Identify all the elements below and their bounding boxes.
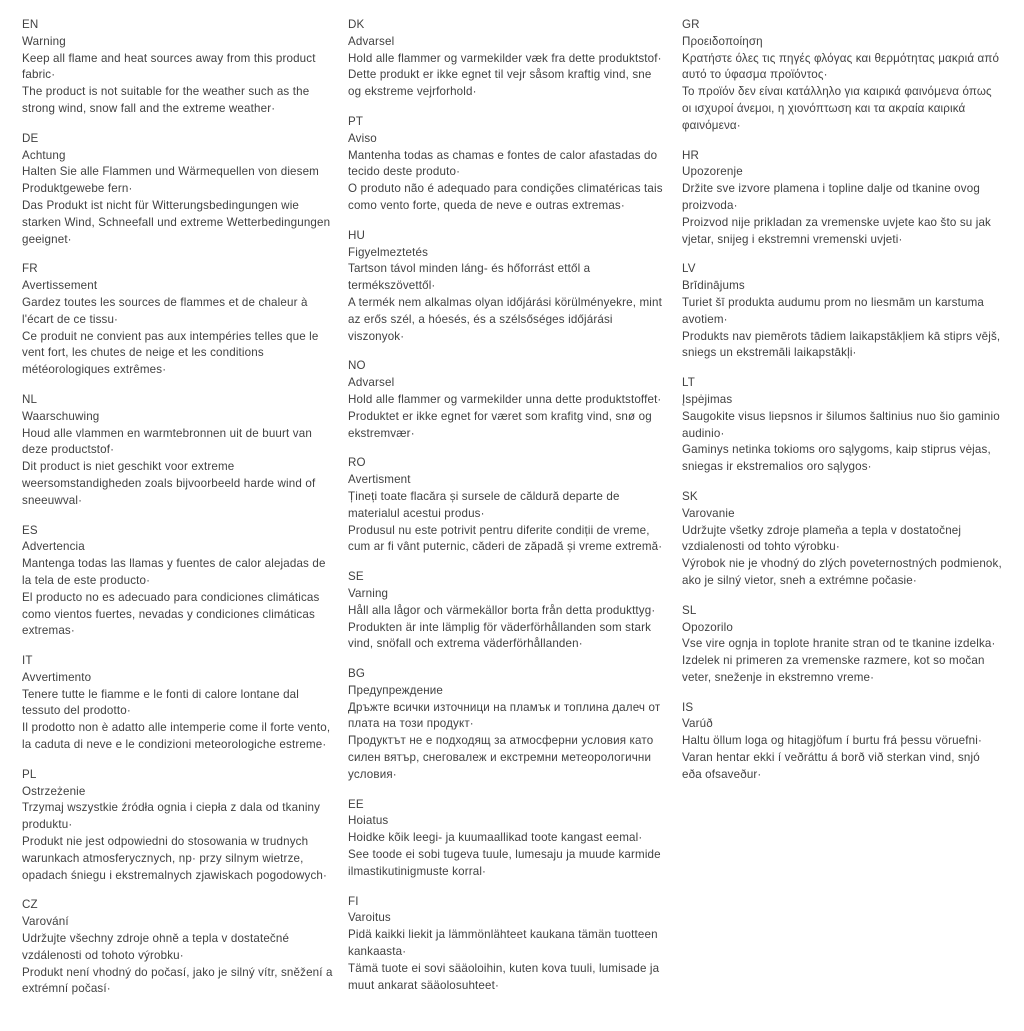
warning-text-1: Halten Sie alle Flammen und Wärmequellen von diesem Produktgewebe fern· — [22, 165, 319, 196]
warning-text-1: Saugokite visus liepsnos ir šilumos šaltinius nuo šio gaminio audinio· — [682, 409, 1000, 440]
warning-text-2: Το προϊόν δεν είναι κατάλληλο για καιρικά φαινόμενα όπως οι ισχυροί άνεμοι, η χιονόπτωση και τα ακραία καιρικά φαινόμενα· — [682, 85, 992, 132]
language-code: PT — [348, 114, 364, 128]
language-code: NO — [348, 359, 366, 373]
warning-text-2: Das Produkt ist nicht für Witterungsbedingungen wie starken Wind, Schneefall und extreme Wetterbedingungen geeignet· — [22, 198, 331, 246]
language-entry — [22, 261, 334, 379]
warning-text-1: Țineți toate flacăra și sursele de căldură departe de materialul acestui produs· — [348, 489, 620, 520]
language-code: GR — [682, 18, 700, 31]
language-entry — [682, 375, 1002, 476]
warning-title: Hoiatus — [348, 814, 389, 828]
warning-title: Varning — [348, 586, 389, 600]
warning-title: Varoitus — [348, 911, 391, 925]
language-code: EE — [348, 797, 364, 811]
warning-text-2: Produkts nav piemērots tādiem laikapstākļiem kā stiprs vējš, sniegs un ekstremāli laikapstākļi· — [682, 329, 1001, 360]
warning-text-1: Keep all flame and heat sources away from this product fabric· — [22, 51, 316, 82]
language-entry — [682, 489, 1002, 590]
warning-title: Avertissement — [22, 279, 98, 293]
language-code: FR — [22, 262, 38, 276]
warning-title: Varúð — [682, 717, 713, 731]
warning-text-2: Produkten är inte lämplig för väderförhållanden som stark vind, snöfall och extrema väderförhållanden· — [348, 620, 652, 651]
warning-text-1: Haltu öllum loga og hitagjöfum í burtu frá þessu vöruefni· — [682, 734, 982, 748]
warning-text-1: Udržujte všetky zdroje plameňa a tepla v dostatočnej vzdialenosti od tohto výrobku· — [682, 523, 962, 554]
warning-title: Предупреждение — [348, 683, 443, 697]
warning-text-1: Pidä kaikki liekit ja lämmönlähteet kaukana tämän tuotteen kankaasta· — [348, 928, 658, 959]
language-entry — [22, 17, 334, 118]
warning-text-2: A termék nem alkalmas olyan időjárási körülményekre, mint az erős szél, a hóesés, és a szélsőséges időjárási viszonyok· — [348, 295, 662, 343]
warning-text-2: Tämä tuote ei sovi sääoloihin, kuten kova tuuli, lumisade ja muut ankarat sääolosuhteet· — [348, 961, 660, 992]
language-entry — [22, 523, 334, 641]
language-entry — [348, 17, 668, 101]
warning-text-1: Turiet šī produkta audumu prom no liesmām un karstuma avotiem· — [682, 295, 984, 326]
warning-title: Ostrzeżenie — [22, 784, 86, 798]
warning-text-2: Varan hentar ekki í veðráttu á borð við sterkan vind, snjó eða ofsaveður· — [682, 751, 980, 781]
language-entry — [348, 228, 668, 346]
warning-text-1: Gardez toutes les sources de flammes et de chaleur à l'écart de ce tissu· — [22, 295, 308, 326]
language-code: LT — [682, 376, 695, 390]
warning-text-2: Izdelek ni primeren za vremenske razmere, kot so močan veter, sneženje in ekstremno vreme· — [682, 654, 985, 684]
column-right — [682, 17, 1002, 797]
warning-text-2: Produsul nu este potrivit pentru diferite condiții de vreme, cum ar fi vânt puternic, căderi de zăpadă și vreme extremă· — [348, 523, 663, 554]
language-code: BG — [348, 667, 366, 681]
column-middle — [348, 17, 668, 1007]
language-entry — [348, 114, 668, 215]
language-code: DE — [22, 131, 39, 145]
warning-text-1: Vse vire ognja in toplote hranite stran od te tkanine izdelka· — [682, 637, 996, 651]
language-code: SL — [682, 603, 697, 617]
warning-title: Advertencia — [22, 540, 85, 554]
language-code: ES — [22, 523, 38, 537]
warning-title: Upozorenje — [682, 165, 743, 179]
warning-text-2: Il prodotto non è adatto alle intemperie come il forte vento, la caduta di neve e le condizioni meteorologiche estreme· — [22, 721, 331, 752]
language-entry — [22, 897, 334, 998]
warning-title: Įspėjimas — [682, 392, 733, 406]
warning-text-1: Tenere tutte le fiamme e le fonti di calore lontane dal tessuto del prodotto· — [22, 687, 299, 718]
warning-text-2: Ce produit ne convient pas aux intempéries telles que le vent fort, les chutes de neige et les conditions météorologiques extrêmes· — [22, 329, 319, 377]
language-entry — [348, 666, 668, 784]
warning-text-1: Trzymaj wszystkie źródła ognia i ciepła z dala od tkaniny produktu· — [22, 801, 321, 832]
warning-title: Advarsel — [348, 34, 395, 48]
language-entry — [682, 603, 1002, 687]
language-entry — [348, 455, 668, 556]
language-code: DK — [348, 18, 365, 31]
warning-text-1: Držite sve izvore plamena i topline dalje od tkanine ovog proizvoda· — [682, 182, 980, 212]
column-left — [22, 17, 334, 1011]
warning-text-1: Hoidke kõik leegi- ja kuumaallikad toote kangast eemal· — [348, 831, 643, 845]
warning-text-2: Produktet er ikke egnet for været som krafitg vind, snø og ekstremvær· — [348, 409, 652, 440]
language-code: LV — [682, 262, 696, 276]
language-entry — [22, 767, 334, 885]
warning-text-2: Proizvod nije prikladan za vremenske uvjete kao što su jak vjetar, snijeg i ekstremni vremenski uvjeti· — [682, 215, 991, 246]
warning-text-1: Mantenha todas as chamas e fontes de calor afastadas do tecido deste produto· — [348, 148, 658, 179]
warning-title: Avvertimento — [22, 670, 92, 684]
language-entry — [348, 569, 668, 653]
language-code: CZ — [22, 898, 38, 912]
warning-text-2: Dit product is niet geschikt voor extreme weersomstandigheden zoals bijvoorbeeld harde wind of sneeuwval· — [22, 460, 316, 507]
warning-text-2: Продуктът не е подходящ за атмосферни условия като силен вятър, снеговалеж и екстремни метеорологични условия· — [348, 734, 654, 781]
warning-title: Varovanie — [682, 506, 735, 520]
warning-title: Opozorilo — [682, 620, 733, 634]
language-code: HU — [348, 228, 366, 242]
language-entry — [22, 392, 334, 510]
language-entry — [682, 148, 1002, 249]
warning-text-1: Håll alla lågor och värmekällor borta från detta produkttyg· — [348, 603, 656, 617]
warning-text-2: Produkt není vhodný do počasí, jako je silný vítr, sněžení a extrémní počasí· — [22, 965, 333, 996]
warning-text-1: Hold alle flammer og varmekilder væk fra dette produktstof· — [348, 51, 662, 65]
warning-text-2: Gaminys netinka tokioms oro sąlygoms, kaip stiprus vėjas, sniegas ir ekstremalios oro sąlygos· — [682, 443, 991, 474]
language-entry — [682, 700, 1002, 784]
warning-text-2: Produkt nie jest odpowiedni do stosowania w trudnych warunkach atmosferycznych, np· przy silnym wietrze, opadach śniegu i ekstremalnych zjawiskach pogodowych· — [22, 835, 328, 882]
warning-text-2: O produto não é adequado para condições climatéricas tais como vento forte, queda de neve e outras extremas· — [348, 182, 663, 212]
language-code: EN — [22, 18, 39, 31]
warning-title: Advarsel — [348, 376, 395, 390]
warning-text-1: Mantenga todas las llamas y fuentes de calor alejadas de la tela de este producto· — [22, 557, 326, 587]
language-entry — [22, 653, 334, 754]
language-entry — [348, 894, 668, 995]
warning-title: Warning — [22, 34, 66, 48]
warning-text-2: Dette produkt er ikke egnet til vejr såsom kraftig vind, sne og ekstreme vejrforhold· — [348, 68, 652, 99]
language-entry — [348, 358, 668, 442]
warning-title: Achtung — [22, 148, 66, 162]
language-code: FI — [348, 894, 359, 908]
warning-title: Aviso — [348, 131, 377, 145]
language-code: HR — [682, 148, 700, 162]
warning-text-1: Дръжте всички източници на пламък и топлина далеч от плата на този продукт· — [348, 700, 661, 731]
language-code: SE — [348, 570, 364, 584]
language-code: PL — [22, 767, 37, 781]
language-entry — [22, 131, 334, 249]
language-entry — [682, 261, 1002, 362]
warning-title: Προειδοποίηση — [682, 34, 763, 48]
language-entry — [682, 17, 1002, 135]
language-code: IS — [682, 700, 694, 714]
language-entry — [348, 797, 668, 881]
warning-text-2: The product is not suitable for the weather such as the strong wind, snow fall and the extreme weather· — [22, 85, 310, 115]
language-code: NL — [22, 392, 38, 406]
warning-text-1: Houd alle vlammen en warmtebronnen uit de buurt van deze productstof· — [22, 426, 312, 457]
warning-title: Avertisment — [348, 473, 411, 487]
warning-title: Varování — [22, 915, 69, 929]
warning-title: Brīdinājums — [682, 279, 745, 293]
warning-text-2: Výrobok nie je vhodný do zlých poveternostných podmienok, ako je silný vietor, sneh a extrémne počasie· — [682, 557, 1002, 587]
language-code: SK — [682, 489, 698, 503]
warning-text-1: Hold alle flammer og varmekilder unna dette produktstoffet· — [348, 392, 662, 406]
warning-text-2: El producto no es adecuado para condiciones climáticas como vientos fuertes, nevadas y condiciones climáticas extremas· — [22, 590, 320, 638]
warning-title: Figyelmeztetés — [348, 245, 429, 259]
warning-title: Waarschuwing — [22, 409, 100, 423]
warning-text-1: Κρατήστε όλες τις πηγές φλόγας και θερμότητας μακριά από αυτό το ύφασμα προϊόντος· — [682, 51, 1000, 82]
warning-text-1: Tartson távol minden láng- és hőforrást ettől a termékszövettől· — [348, 262, 591, 293]
warning-text-2: See toode ei sobi tugeva tuule, lumesaju ja muude karmide ilmastikutinigmuste korral· — [348, 848, 661, 878]
language-code: IT — [22, 654, 33, 668]
language-code: RO — [348, 456, 366, 470]
warning-text-1: Udržujte všechny zdroje ohně a tepla v dostatečné vzdálenosti od tohoto výrobku· — [22, 932, 290, 962]
